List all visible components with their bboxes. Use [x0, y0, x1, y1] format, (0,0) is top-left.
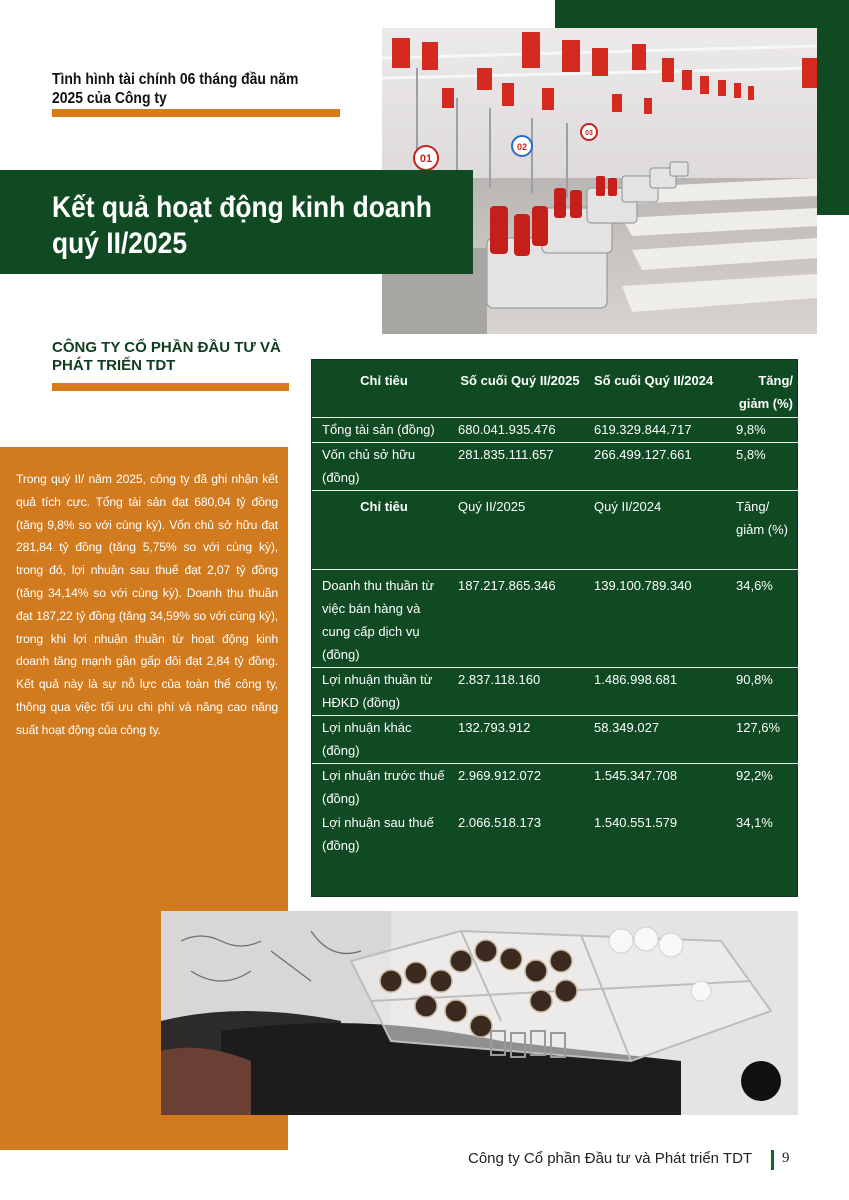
cell-label: Lợi nhuận sau thuế (đồng) — [322, 815, 434, 853]
main-title — [52, 190, 432, 262]
table-row — [312, 443, 799, 491]
cell-label: Lợi nhuận khác (đồng) — [312, 716, 452, 764]
cell-label: Doanh thu thuần từ việc bán hàng và cung cấp dịch vụ (đồng) — [312, 570, 452, 668]
subheader-change: Tăng/ giảm (%) — [730, 491, 799, 570]
section-title-underline — [52, 109, 340, 117]
summary-paragraph: Trong quý II/ năm 2025, công ty đã ghi nhận kết quả tích cực. Tổng tài sản đạt 680,04 tỷ đồng (tăng 9,8% so với cùng kỳ). Vốn chủ sở hữu đạt 281,84 tỷ đồng (tăng 5,75% so với cùng kỳ), trong đó, lợi nhuận sau thuế đạt 2,07 tỷ đồng (tăng 34,14% so với cùng kỳ). Doanh thu thuần đạt 187,22 tỷ đồng (tăng 34,59% so với cùng kỳ), trong khi lợi nhuận thuần từ hoạt động kinh doanh tăng mạnh gần gấp đôi đạt 2,84 tỷ đồng. Kết quả này là sự nỗ lực của toàn thể công ty, thông qua việc tối ưu chi phí và nâng cao năng suất hoạt động của công ty. — [16, 472, 278, 737]
cell-label: Tổng tài sản (đồng) — [312, 418, 452, 443]
cell-value: 2.969.912.072 — [452, 764, 588, 812]
cell-value: 139.100.789.340 — [588, 570, 730, 668]
buttons-photo — [161, 911, 798, 1115]
main-title-text: Kết quả hoạt động kinh doanh quý II/2025 — [52, 191, 432, 260]
table-row — [312, 418, 799, 443]
cell-label: Vốn chủ sở hữu (đồng) — [312, 443, 452, 491]
cell-value: 1.545.347.708 — [588, 764, 730, 812]
company-name-underline — [52, 383, 289, 391]
header-indicator: Chỉ tiêu — [360, 373, 408, 388]
footer-divider — [771, 1150, 774, 1170]
company-name: CÔNG TY CỔ PHẦN ĐẦU TƯ VÀ PHÁT TRIỂN TDT — [52, 339, 281, 374]
cell-value: 281.835.111.657 — [452, 443, 588, 491]
table-row — [312, 716, 799, 764]
cell-change: 34,6% — [730, 570, 799, 668]
financial-table — [311, 359, 798, 897]
subheader-q2-2025: Quý II/2025 — [452, 491, 588, 570]
cell-value: 2.066.518.173 — [458, 815, 542, 830]
subheader-q2-2024: Quý II/2024 — [588, 491, 730, 570]
table-subheader-row — [312, 491, 799, 570]
header-q2-2025-end: Số cuối Quý II/2025 — [460, 373, 580, 388]
factory-tag-3: 03 — [585, 130, 593, 137]
cell-value: 187.217.865.346 — [452, 570, 588, 668]
factory-tag-1: 01 — [419, 153, 433, 165]
section-title: Tình hình tài chính 06 tháng đầu năm 2025 của Công ty — [52, 71, 299, 107]
cell-value: 2.837.118.160 — [452, 668, 588, 716]
page-number: 9 — [782, 1150, 790, 1166]
cell-change: 92,2% — [730, 764, 799, 812]
footer-company: Công ty Cổ phần Đầu tư và Phát triển TDT — [468, 1150, 753, 1167]
table-row — [312, 668, 799, 716]
cell-value: 619.329.844.717 — [588, 418, 730, 443]
subheader-indicator: Chỉ tiêu — [312, 491, 452, 570]
cell-change: 5,8% — [730, 443, 799, 491]
cell-change: 127,6% — [730, 716, 799, 764]
cell-change: 9,8% — [730, 418, 799, 443]
header-q2-2024-end: Số cuối Quý II/2024 — [594, 373, 714, 388]
cell-value: 1.540.551.579 — [594, 815, 678, 830]
header-change: Tăng/ giảm (%) — [738, 373, 793, 411]
cell-label: Lợi nhuận trước thuế (đồng) — [312, 764, 452, 812]
table-row — [312, 570, 799, 668]
table-row — [312, 811, 799, 858]
cell-value: 58.349.027 — [588, 716, 730, 764]
cell-value: 680.041.935.476 — [452, 418, 588, 443]
cell-value: 1.486.998.681 — [588, 668, 730, 716]
table-row — [312, 764, 799, 812]
cell-change: 90,8% — [730, 668, 799, 716]
cell-value: 132.793.912 — [452, 716, 588, 764]
table-header-row — [312, 360, 799, 418]
factory-tag-2: 02 — [516, 142, 528, 152]
cell-label: Lợi nhuận thuần từ HĐKD (đồng) — [312, 668, 452, 716]
cell-change: 34,1% — [736, 815, 773, 830]
cell-value: 266.499.127.661 — [588, 443, 730, 491]
